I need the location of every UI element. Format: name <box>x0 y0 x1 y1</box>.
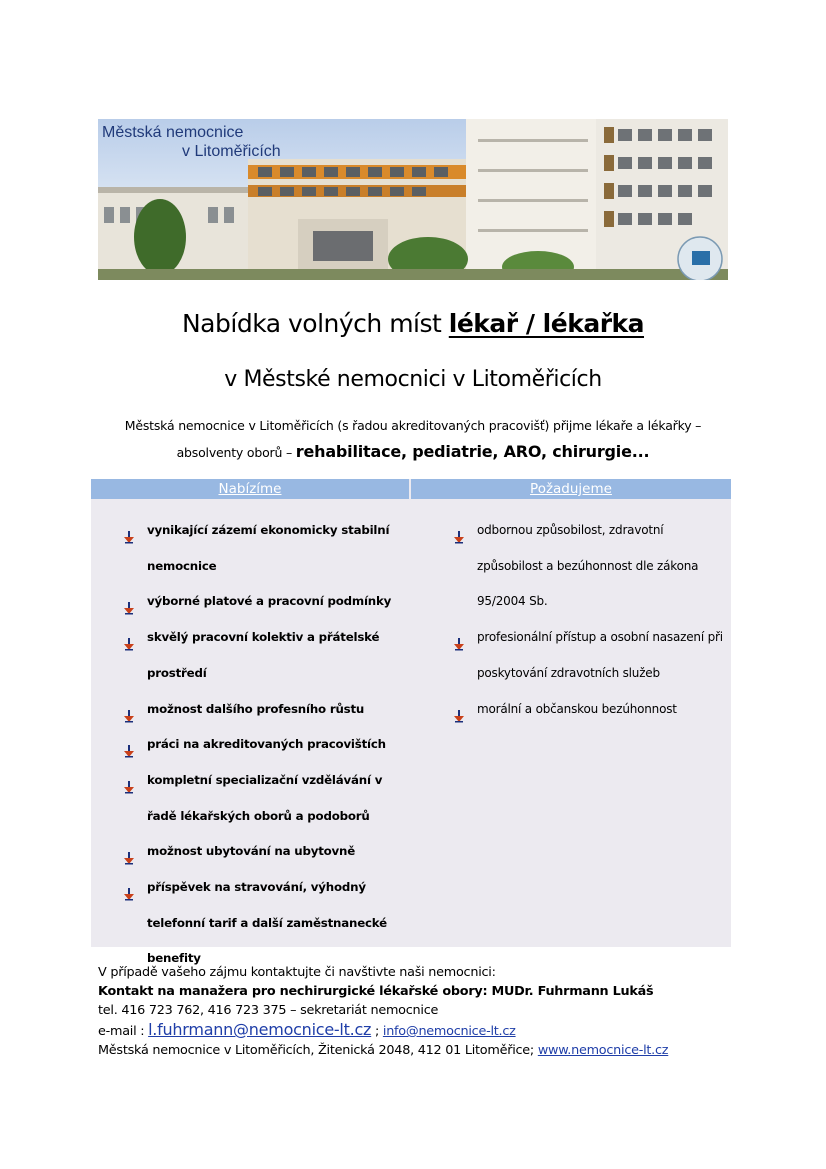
arrow-bullet-icon <box>123 844 135 858</box>
requirement-item <box>453 692 723 728</box>
offer-item <box>123 692 413 728</box>
arrow-bullet-icon <box>453 630 465 644</box>
email-separator: ; <box>371 1024 383 1039</box>
contact-block <box>98 963 778 1060</box>
info-email-link[interactable]: info@nemocnice-lt.cz <box>382 1024 516 1039</box>
arrow-bullet-icon <box>123 702 135 716</box>
contact-intro: V případě vašeho zájmu kontaktujte či navštivte naši nemocnici: <box>98 965 496 980</box>
arrow-bullet-icon <box>453 702 465 716</box>
offer-item-text: příspěvek na stravování, výhodný telefonní tarif a další zaměstnanecké benefity <box>147 880 387 966</box>
page-subtitle: v Městské nemocnici v Litoměřicích <box>224 367 602 392</box>
arrow-bullet-icon <box>453 523 465 537</box>
offer-item-text: vynikající zázemí ekonomicky stabilní nemocnice <box>147 523 390 573</box>
offer-item-text: kompletní specializační vzdělávání v řadě lékařských oborů a podoborů <box>147 772 383 823</box>
offer-item-text: skvělý pracovní kolektiv a přátelské prostředí <box>147 630 380 680</box>
requirement-item-text: profesionální přístup a osobní nasazení při poskytování zdravotních služeb <box>477 630 723 680</box>
manager-email-link[interactable]: l.fuhrmann@nemocnice-lt.cz <box>148 1020 372 1039</box>
offer-item <box>123 834 413 870</box>
intro-line-1: Městská nemocnice v Litoměřicích (s řadou akreditovaných pracovišť) přijme lékaře a lékařky – <box>124 418 702 433</box>
offer-item-text: práci na akreditovaných pracovištích <box>147 737 386 752</box>
offer-item <box>123 513 413 584</box>
requirements-list <box>453 513 723 727</box>
offers-list <box>123 513 413 977</box>
offer-item-text: výborné platové a pracovní podmínky <box>147 594 392 609</box>
contact-address-line <box>98 1041 778 1060</box>
intro-line-2 <box>90 442 736 461</box>
arrow-bullet-icon <box>123 594 135 608</box>
offer-item <box>123 584 413 620</box>
fields-list: rehabilitace, pediatrie, ARO, chirurgie... <box>295 442 650 461</box>
offer-item-text: možnost ubytování na ubytovně <box>147 844 356 859</box>
hospital-banner <box>98 119 728 280</box>
email-label: e-mail : <box>98 1024 149 1039</box>
job-title: lékař / lékařka <box>448 309 645 338</box>
contact-manager: Kontakt na manažera pro nechirurgické lékařské obory: MUDr. Fuhrmann Lukáš <box>98 984 654 999</box>
banner-title-line1: Městská nemocnice <box>102 124 244 141</box>
contact-phone: tel. 416 723 762, 416 723 375 – sekretariát nemocnice <box>98 1003 439 1018</box>
intro-prefix: absolventy oborů – <box>176 445 296 460</box>
requirement-item <box>453 513 723 620</box>
offer-item <box>123 727 413 763</box>
requirement-item-text: odbornou způsobilost, zdravotní způsobilost a bezúhonnost dle zákona 95/2004 Sb. <box>477 523 699 609</box>
address-text: Městská nemocnice v Litoměřicích, Žitenická 2048, 412 01 Litoměřice; <box>98 1043 538 1058</box>
banner-title-line2: v Litoměřicích <box>182 143 281 160</box>
contact-email-line <box>98 1020 778 1041</box>
requirement-item-text: morální a občanskou bezúhonnost <box>477 701 677 716</box>
offer-item <box>123 763 413 834</box>
offer-table <box>91 479 731 966</box>
arrow-bullet-icon <box>123 773 135 787</box>
arrow-bullet-icon <box>123 630 135 644</box>
offers-header <box>91 479 409 499</box>
offer-item <box>123 870 413 977</box>
arrow-bullet-icon <box>123 880 135 894</box>
offer-item-text: možnost dalšího profesního růstu <box>147 701 365 716</box>
requirement-item <box>453 620 723 691</box>
requirements-header <box>411 479 731 499</box>
arrow-bullet-icon <box>123 523 135 537</box>
offer-item <box>123 620 413 691</box>
arrow-bullet-icon <box>123 737 135 751</box>
requirements-header-label: Požadujeme <box>530 481 612 497</box>
website-link[interactable]: www.nemocnice-lt.cz <box>537 1043 669 1058</box>
offers-header-label: Nabízíme <box>218 481 282 497</box>
page-title <box>0 309 826 338</box>
title-prefix: Nabídka volných míst <box>181 309 449 338</box>
